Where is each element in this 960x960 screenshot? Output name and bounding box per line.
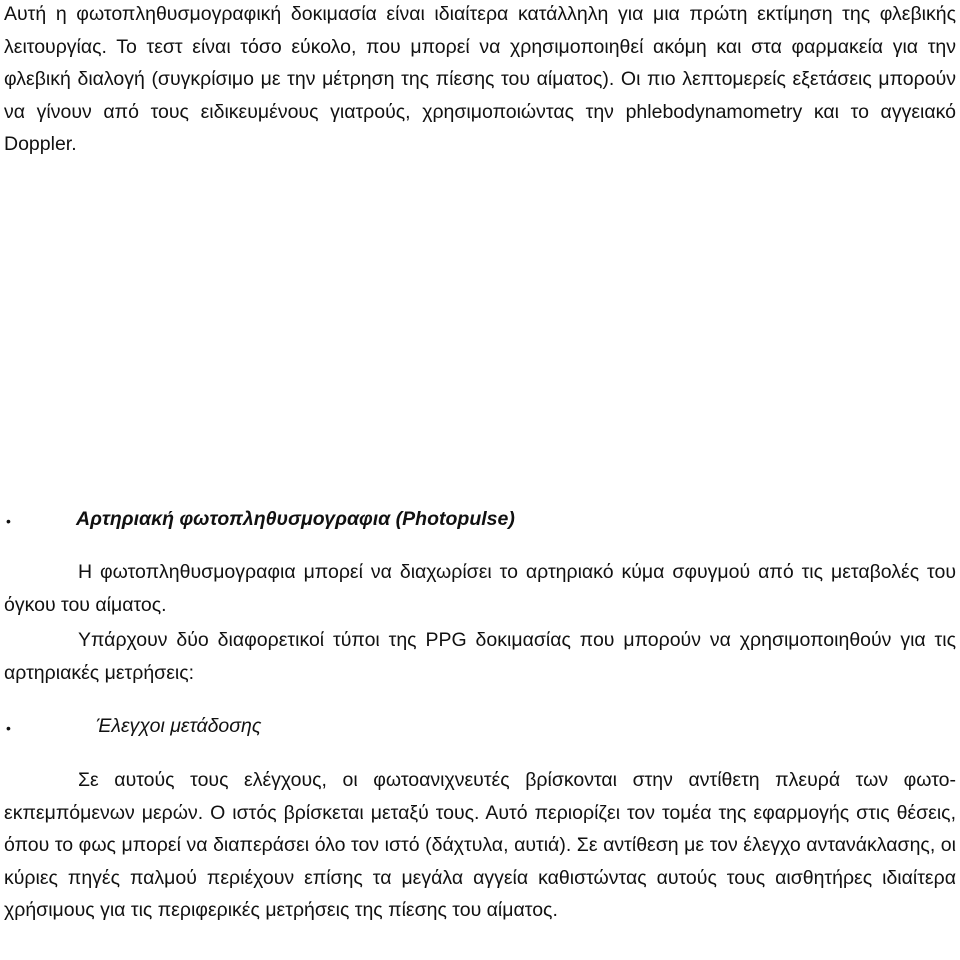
bullet-marker: • <box>6 513 11 529</box>
subheading-transmission: Έλεγχοι μετάδοσης <box>96 715 262 737</box>
paragraph-ppg-types: Υπάρχουν δύο διαφορετικοί τύποι της PPG δοκιμασίας που μπορούν να χρησιμοποιηθούν για τις αρτηριακές μετρήσεις: <box>4 629 956 684</box>
paragraph-transmission-tests: Σε αυτούς τους ελέγχους, οι φωτοανιχνευτές βρίσκονται στην αντίθετη πλευρά των φωτο-εκπεμπόμενων μερών. Ο ιστός βρίσκεται μεταξύ τους. Αυτό περιορίζει τον τομέα της εφαρμογής στις θέσεις, όπου το φως μπορεί να διαπεράσει όλο τον ιστό (δάχτυλα, αυτιά). Σε αντίθεση με τον έλεγχο αντανάκλασης, οι κύριες πηγές παλμού περιέχουν επίσης τα μεγάλα αγγεία καθιστώντας αυτούς τους αισθητήρες ιδιαίτερα χρήσιμους για τις περιφερικές μετρήσεις της πίεσης του αίματος. <box>4 769 956 921</box>
section-heading: Αρτηριακή φωτοπληθυσμογραφια (Photopulse) <box>76 508 515 530</box>
bullet-marker: • <box>6 720 11 736</box>
paragraph-photoplethysmography: Η φωτοπληθυσμογραφια μπορεί να διαχωρίσει το αρτηριακό κύμα σφυγμού από τις μεταβολές του όγκου του αίματος. <box>4 561 956 616</box>
paragraph-venous-test: Αυτή η φωτοπληθυσμογραφική δοκιμασία είναι ιδιαίτερα κατάλληλη για μια πρώτη εκτίμηση της φλεβικής λειτουργίας. Το τεστ είναι τόσο εύκολο, που μπορεί να χρησιμοποιηθεί ακόμη και στα φαρμακεία για την φλεβική διαλογή (συγκρίσιμο με την μέτρηση της πίεσης του αίματος). Οι πιο λεπτομερείς εξετάσεις μπορούν να γίνουν από τους ειδικευμένους γιατρούς, χρησιμοποιώντας την phlebodynamometry και το αγγειακό Doppler. <box>4 3 956 155</box>
